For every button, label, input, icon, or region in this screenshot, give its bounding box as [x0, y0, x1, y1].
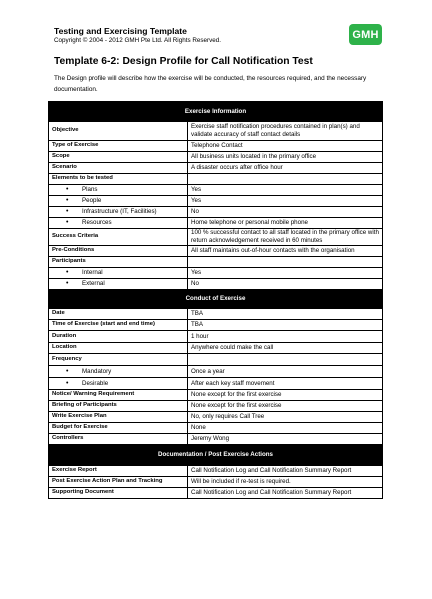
section-title: Documentation / Post Exercise Actions	[49, 445, 383, 466]
row-label: Notice/ Warning Requirement	[49, 390, 188, 401]
row-label: Plans	[82, 186, 98, 194]
row-label: Type of Exercise	[49, 141, 188, 152]
row-success-criteria	[49, 229, 383, 246]
row-value: Will be included if re-test is required.	[188, 477, 383, 488]
bullet-icon: •	[66, 269, 69, 277]
row-value: Yes	[188, 196, 383, 207]
row-scope	[49, 152, 383, 163]
row-value: TBA	[188, 320, 383, 331]
row-frequency-mandatory	[49, 366, 383, 378]
row-value: Telephone Contact	[188, 141, 383, 152]
bullet-icon: •	[66, 219, 69, 227]
row-exercise-report	[49, 466, 383, 477]
row-label: Resources	[82, 219, 112, 227]
gmh-logo: GMH	[349, 24, 382, 45]
row-value: Call Notification Log and Call Notification Summary Report	[188, 488, 383, 499]
row-label: Success Criteria	[49, 229, 188, 246]
row-label: Infrastructure (IT, Facilities)	[82, 208, 157, 216]
row-element-infrastructure	[49, 207, 383, 218]
row-label: Scenario	[49, 163, 188, 174]
bullet-icon: •	[66, 208, 69, 216]
row-element-people	[49, 196, 383, 207]
row-label: Frequency	[49, 354, 188, 366]
row-value: 100 % successful contact to all staff located in the primary office with return acknowledgement received in 60 minutes	[188, 229, 383, 246]
row-value: Jeremy Wong	[188, 434, 383, 445]
row-label: Briefing of Participants	[49, 401, 188, 412]
row-pre-conditions	[49, 246, 383, 257]
row-notice-warning	[49, 390, 383, 401]
row-post-exercise-action	[49, 477, 383, 488]
intro-paragraph: The Design profile will describe how the exercise will be conducted, the resources required, and the necessary documentation.	[54, 75, 367, 93]
copyright-notice: Copyright © 2004 - 2012 GMH Pte Ltd. All Rights Reserved.	[54, 37, 222, 44]
document-title: Template 6-2: Design Profile for Call Notification Test	[54, 56, 313, 67]
row-value: TBA	[188, 309, 383, 320]
row-label: Desirable	[82, 379, 109, 387]
row-label: Participants	[49, 257, 188, 268]
row-frequency-desirable	[49, 378, 383, 390]
design-profile-table	[48, 101, 383, 499]
section-title: Conduct of Exercise	[49, 290, 383, 309]
bullet-icon: •	[66, 197, 69, 205]
row-participant-internal	[49, 268, 383, 279]
row-label: Write Exercise Plan	[49, 412, 188, 423]
row-label: Post Exercise Action Plan and Tracking	[49, 477, 188, 488]
row-label: Mandatory	[82, 367, 112, 375]
row-label: Pre-Conditions	[49, 246, 188, 257]
row-label: External	[82, 280, 105, 288]
row-value: Anywhere could make the call	[188, 343, 383, 354]
row-value: Yes	[188, 185, 383, 196]
row-label: Date	[49, 309, 188, 320]
template-series-title: Testing and Exercising Template	[54, 26, 187, 36]
row-participants	[49, 257, 383, 268]
row-value: Home telephone or personal mobile phone	[188, 218, 383, 229]
row-label: Elements to be tested	[49, 174, 188, 185]
row-label: Controllers	[49, 434, 188, 445]
row-value: Exercise staff notification procedures contained in plan(s) and validate accuracy of staff contact details	[188, 122, 383, 141]
row-budget	[49, 423, 383, 434]
row-elements-to-be-tested	[49, 174, 383, 185]
row-value: None except for the first exercise	[188, 390, 383, 401]
row-value	[188, 174, 383, 185]
bullet-icon: •	[66, 367, 69, 375]
row-label: Location	[49, 343, 188, 354]
row-date	[49, 309, 383, 320]
row-location	[49, 343, 383, 354]
row-value	[188, 354, 383, 366]
row-element-plans	[49, 185, 383, 196]
row-duration	[49, 331, 383, 343]
row-label: People	[82, 197, 102, 205]
row-type-of-exercise	[49, 141, 383, 152]
row-value: None except for the first exercise	[188, 401, 383, 412]
section-title: Exercise Information	[49, 102, 383, 122]
row-value: No, only requires Call Tree	[188, 412, 383, 423]
row-value: None	[188, 423, 383, 434]
row-supporting-document	[49, 488, 383, 499]
row-time-of-exercise	[49, 320, 383, 331]
row-scenario	[49, 163, 383, 174]
row-value: All staff maintains out-of-hour contacts with the organisation	[188, 246, 383, 257]
row-value: Once a year	[188, 366, 383, 378]
row-value: All business units located in the primary office	[188, 152, 383, 163]
row-label: Scope	[49, 152, 188, 163]
bullet-icon: •	[66, 186, 69, 194]
row-element-resources	[49, 218, 383, 229]
bullet-icon: •	[66, 379, 69, 387]
row-label: Internal	[82, 269, 103, 277]
row-frequency	[49, 354, 383, 366]
row-label: Time of Exercise (start and end time)	[49, 320, 188, 331]
section-header-documentation	[49, 445, 383, 466]
row-value: Yes	[188, 268, 383, 279]
row-label: Budget for Exercise	[49, 423, 188, 434]
row-value	[188, 257, 383, 268]
section-header-exercise-information	[49, 102, 383, 122]
row-label: Objective	[49, 122, 188, 141]
section-header-conduct-of-exercise	[49, 290, 383, 309]
row-write-exercise-plan	[49, 412, 383, 423]
row-controllers	[49, 434, 383, 445]
row-value: No	[188, 279, 383, 290]
row-value: After each key staff movement	[188, 378, 383, 390]
bullet-icon: •	[66, 280, 69, 288]
row-value: 1 hour	[188, 331, 383, 343]
row-label: Duration	[49, 331, 188, 343]
row-label: Supporting Document	[49, 488, 188, 499]
row-value: Call Notification Log and Call Notification Summary Report	[188, 466, 383, 477]
row-value: A disaster occurs after office hour	[188, 163, 383, 174]
row-label: Exercise Report	[49, 466, 188, 477]
row-objective	[49, 122, 383, 141]
row-value: No	[188, 207, 383, 218]
row-participant-external	[49, 279, 383, 290]
row-briefing	[49, 401, 383, 412]
